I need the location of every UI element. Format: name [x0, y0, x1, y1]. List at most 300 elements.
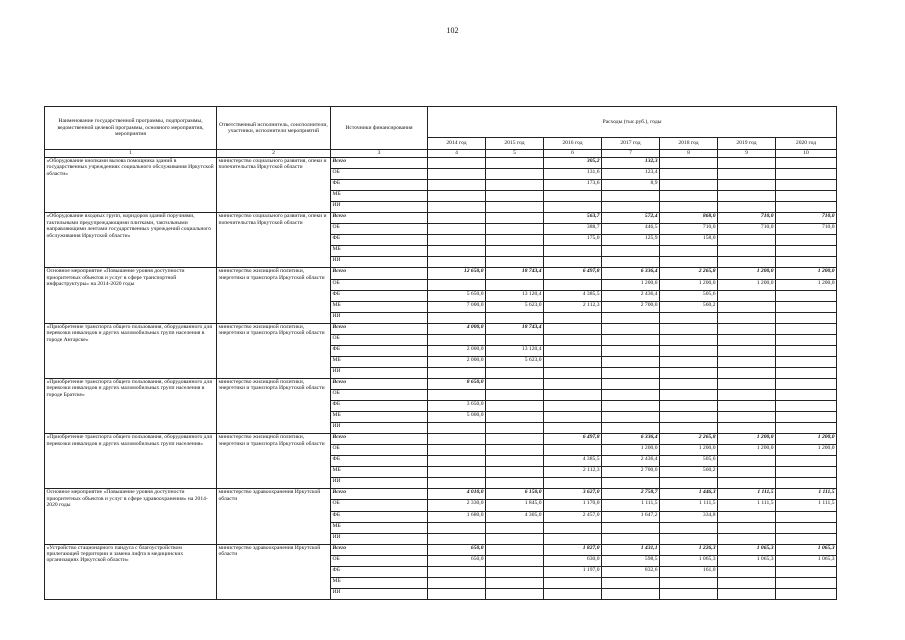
amount-cell — [486, 423, 544, 434]
amount-cell — [776, 191, 837, 202]
amount-cell — [718, 588, 776, 599]
funding-source: ИИ — [331, 478, 428, 489]
funding-source: ИИ — [331, 312, 428, 323]
amount-cell — [602, 412, 660, 423]
amount-cell — [718, 412, 776, 423]
amount-cell — [544, 389, 602, 400]
funding-source: МБ — [331, 577, 428, 588]
amount-cell: 305,2 — [544, 158, 602, 169]
amount-cell — [486, 445, 544, 456]
amount-cell — [544, 334, 602, 345]
funding-source: ОБ — [331, 224, 428, 235]
amount-cell: 1 170,0 — [544, 500, 602, 511]
amount-cell — [776, 378, 837, 389]
amount-cell — [486, 279, 544, 290]
funding-source: МБ — [331, 191, 428, 202]
amount-cell — [660, 323, 718, 334]
responsible-executor: министерство социального развития, опеки и попечительства Иркутской области — [217, 213, 331, 268]
amount-cell — [660, 401, 718, 412]
amount-cell — [776, 478, 837, 489]
funding-source: ФБ — [331, 456, 428, 467]
funding-source: Всего — [331, 213, 428, 224]
amount-cell — [718, 323, 776, 334]
amount-cell — [602, 257, 660, 268]
table-row — [45, 268, 837, 279]
funding-source: МБ — [331, 412, 428, 423]
measure-name: «Оборудование входных групп, коридоров зданий поручнями, тактильными предупреждающими плитками, тактильными направляющими лентами государственных учреждений социального обслуживания Иркутской области» — [45, 213, 217, 268]
amount-cell — [544, 356, 602, 367]
amount-cell — [428, 180, 486, 191]
amount-cell — [776, 290, 837, 301]
amount-cell — [776, 356, 837, 367]
funding-source: ОБ — [331, 334, 428, 345]
measure-name: Основное мероприятие «Повышение уровня доступности приоритетных объектов и услуг в сфере транспортной инфраструктуры» на 2014-2020 годы — [45, 268, 217, 323]
amount-cell: 2 265,8 — [660, 434, 718, 445]
amount-cell: 125,9 — [602, 235, 660, 246]
amount-cell: 868,0 — [660, 213, 718, 224]
column-index: 8 — [660, 150, 718, 158]
funding-source: ОБ — [331, 445, 428, 456]
amount-cell: 2 700,0 — [602, 301, 660, 312]
amount-cell: 1 200,0 — [602, 279, 660, 290]
table-row — [45, 158, 837, 169]
amount-cell — [486, 312, 544, 323]
amount-cell: 1 827,0 — [544, 544, 602, 555]
amount-cell — [776, 301, 837, 312]
amount-cell — [486, 577, 544, 588]
amount-cell: 6 497,8 — [544, 434, 602, 445]
amount-cell: 5 650,0 — [428, 290, 486, 301]
page-number: 102 — [446, 26, 459, 35]
responsible-executor: министерство здравоохранения Иркутской области — [217, 544, 331, 599]
amount-cell — [718, 511, 776, 522]
amount-cell — [776, 367, 837, 378]
amount-cell — [602, 345, 660, 356]
amount-cell — [428, 279, 486, 290]
amount-cell — [718, 566, 776, 577]
amount-cell — [660, 312, 718, 323]
amount-cell — [544, 191, 602, 202]
amount-cell — [544, 257, 602, 268]
amount-cell: 1 065,3 — [776, 555, 837, 566]
table-row — [45, 544, 837, 555]
amount-cell — [544, 533, 602, 544]
header-source: Источники финансирования — [331, 107, 428, 150]
amount-cell — [718, 345, 776, 356]
amount-cell — [660, 478, 718, 489]
amount-cell — [718, 257, 776, 268]
amount-cell — [660, 158, 718, 169]
responsible-executor: министерство жилищной политики, энергетики и транспорта Иркутской области — [217, 434, 331, 489]
amount-cell — [486, 412, 544, 423]
amount-cell — [602, 588, 660, 599]
amount-cell — [428, 588, 486, 599]
amount-cell — [776, 334, 837, 345]
amount-cell — [486, 224, 544, 235]
amount-cell: 2 000,0 — [428, 356, 486, 367]
funding-source: МБ — [331, 301, 428, 312]
amount-cell — [718, 378, 776, 389]
amount-cell — [486, 257, 544, 268]
header-year: 2019 год — [718, 138, 776, 150]
amount-cell — [602, 334, 660, 345]
amount-cell — [776, 202, 837, 213]
amount-cell: 1 200,0 — [718, 268, 776, 279]
amount-cell: 1 111,5 — [718, 500, 776, 511]
amount-cell — [660, 389, 718, 400]
amount-cell — [428, 467, 486, 478]
amount-cell — [660, 412, 718, 423]
header-expenses: Расходы (тыс.руб.), годы — [428, 107, 837, 138]
amount-cell: 3 627,0 — [544, 489, 602, 500]
amount-cell — [718, 180, 776, 191]
amount-cell: 158,0 — [660, 235, 718, 246]
amount-cell — [718, 478, 776, 489]
amount-cell — [776, 588, 837, 599]
amount-cell — [486, 588, 544, 599]
responsible-executor: министерство социального развития, опеки и попечительства Иркутской области — [217, 158, 331, 213]
measure-name: «Устройство стационарного пандуса с благоустройством прилегающей территории и замена лифта в медицинских организациях Иркутской области» — [45, 544, 217, 599]
header-responsible: Ответственный исполнитель, соисполнители, участники, исполнители мероприятий — [217, 107, 331, 150]
table-row — [45, 489, 837, 500]
amount-cell: 5 623,0 — [486, 356, 544, 367]
table-row — [45, 378, 837, 389]
amount-cell: 5 623,0 — [486, 301, 544, 312]
amount-cell — [428, 423, 486, 434]
amount-cell: 1 446,3 — [660, 489, 718, 500]
amount-cell: 1 200,0 — [660, 445, 718, 456]
responsible-executor: министерство жилищной политики, энергетики и транспорта Иркутской области — [217, 268, 331, 323]
amount-cell — [776, 323, 837, 334]
header-program: Наименование государственной программы, подпрограммы, ведомственной целевой программы, основного мероприятия, мероприятия — [45, 107, 217, 150]
amount-cell — [544, 423, 602, 434]
amount-cell: 2 330,0 — [428, 500, 486, 511]
amount-cell — [486, 169, 544, 180]
amount-cell: 1 111,5 — [776, 500, 837, 511]
funding-source: МБ — [331, 356, 428, 367]
amount-cell: 161,0 — [660, 566, 718, 577]
amount-cell: 505,6 — [660, 456, 718, 467]
amount-cell — [428, 213, 486, 224]
amount-cell: 710,0 — [776, 213, 837, 224]
amount-cell: 1 200,0 — [718, 434, 776, 445]
amount-cell — [776, 345, 837, 356]
amount-cell — [660, 588, 718, 599]
amount-cell — [718, 191, 776, 202]
amount-cell: 650,0 — [428, 544, 486, 555]
amount-cell — [602, 202, 660, 213]
header-year: 2017 год — [602, 138, 660, 150]
amount-cell: 1 065,3 — [718, 544, 776, 555]
amount-cell — [718, 533, 776, 544]
amount-cell — [718, 158, 776, 169]
amount-cell — [776, 158, 837, 169]
responsible-executor: министерство жилищной политики, энергетики и транспорта Иркутской области — [217, 378, 331, 433]
amount-cell — [486, 378, 544, 389]
table-row — [45, 434, 837, 445]
amount-cell — [486, 456, 544, 467]
amount-cell: 1 200,0 — [602, 445, 660, 456]
amount-cell — [660, 356, 718, 367]
amount-cell: 175,0 — [544, 235, 602, 246]
funding-source: ИИ — [331, 367, 428, 378]
amount-cell: 650,0 — [428, 555, 486, 566]
amount-cell — [602, 246, 660, 257]
column-index: 7 — [602, 150, 660, 158]
amount-cell — [486, 544, 544, 555]
amount-cell — [776, 566, 837, 577]
amount-cell: 710,0 — [776, 224, 837, 235]
amount-cell — [602, 367, 660, 378]
amount-cell — [486, 555, 544, 566]
amount-cell: 1 065,3 — [776, 544, 837, 555]
amount-cell: 1 200,0 — [776, 445, 837, 456]
table-row — [45, 213, 837, 224]
amount-cell — [544, 323, 602, 334]
amount-cell — [660, 246, 718, 257]
amount-cell: 1 200,0 — [776, 279, 837, 290]
amount-cell: 710,0 — [660, 224, 718, 235]
column-index: 9 — [718, 150, 776, 158]
amount-cell: 6 497,8 — [544, 268, 602, 279]
amount-cell — [776, 389, 837, 400]
amount-cell: 1 647,2 — [602, 511, 660, 522]
funding-source: Всего — [331, 158, 428, 169]
amount-cell: 6 150,0 — [486, 489, 544, 500]
amount-cell — [776, 257, 837, 268]
amount-cell — [602, 378, 660, 389]
amount-cell — [776, 511, 837, 522]
amount-cell: 2 112,3 — [544, 301, 602, 312]
amount-cell: 710,0 — [718, 224, 776, 235]
amount-cell — [544, 367, 602, 378]
funding-source: Всего — [331, 323, 428, 334]
amount-cell — [428, 434, 486, 445]
amount-cell — [428, 224, 486, 235]
amount-cell — [486, 334, 544, 345]
amount-cell — [602, 312, 660, 323]
column-index: 4 — [428, 150, 486, 158]
amount-cell — [544, 478, 602, 489]
responsible-executor: министерство жилищной политики, энергетики и транспорта Иркутской области — [217, 323, 331, 378]
funding-source: ОБ — [331, 389, 428, 400]
amount-cell — [660, 180, 718, 191]
amount-cell: 560,2 — [660, 301, 718, 312]
funding-source: ФБ — [331, 235, 428, 246]
amount-cell: 2 436,4 — [602, 290, 660, 301]
column-index: 10 — [776, 150, 837, 158]
amount-cell — [660, 191, 718, 202]
amount-cell: 2 112,3 — [544, 467, 602, 478]
amount-cell — [544, 202, 602, 213]
amount-cell — [660, 345, 718, 356]
amount-cell — [660, 367, 718, 378]
funding-source: МБ — [331, 522, 428, 533]
amount-cell: 388,7 — [544, 224, 602, 235]
amount-cell: 18 743,4 — [486, 323, 544, 334]
amount-cell — [776, 312, 837, 323]
amount-cell: 7 000,0 — [428, 301, 486, 312]
header-year: 2016 год — [544, 138, 602, 150]
amount-cell — [602, 423, 660, 434]
funding-source: Всего — [331, 489, 428, 500]
amount-cell — [776, 533, 837, 544]
amount-cell — [718, 401, 776, 412]
amount-cell: 1 065,3 — [718, 555, 776, 566]
amount-cell — [660, 522, 718, 533]
funding-source: ИИ — [331, 257, 428, 268]
amount-cell — [428, 367, 486, 378]
amount-cell: 123,4 — [602, 169, 660, 180]
amount-cell — [544, 445, 602, 456]
amount-cell: 1 065,3 — [660, 555, 718, 566]
amount-cell — [776, 180, 837, 191]
amount-cell: 13 120,4 — [486, 290, 544, 301]
measure-name: «Приобретение транспорта общего пользования, оборудованного для перевозки инвалидов и других маломобильных групп населения в городе Ангарске» — [45, 323, 217, 378]
amount-cell: 2 000,0 — [428, 345, 486, 356]
amount-cell — [544, 279, 602, 290]
amount-cell — [718, 334, 776, 345]
amount-cell — [660, 169, 718, 180]
amount-cell — [660, 378, 718, 389]
amount-cell — [428, 456, 486, 467]
amount-cell — [776, 467, 837, 478]
amount-cell — [428, 334, 486, 345]
amount-cell — [602, 389, 660, 400]
amount-cell — [486, 213, 544, 224]
amount-cell: 1 431,1 — [602, 544, 660, 555]
table-row — [45, 323, 837, 334]
amount-cell: 1 111,5 — [660, 500, 718, 511]
amount-cell — [544, 345, 602, 356]
amount-cell — [718, 235, 776, 246]
funding-source: ОБ — [331, 169, 428, 180]
amount-cell: 1 200,0 — [718, 279, 776, 290]
amount-cell — [602, 478, 660, 489]
amount-cell — [428, 533, 486, 544]
amount-cell — [428, 191, 486, 202]
measure-name: «Оборудование кнопками вызова помощника зданий в государственных учреждениях социального обслуживания Иркутской области» — [45, 158, 217, 213]
amount-cell — [486, 246, 544, 257]
amount-cell — [428, 445, 486, 456]
amount-cell: 12 650,0 — [428, 268, 486, 279]
funding-source: ОБ — [331, 500, 428, 511]
amount-cell — [428, 577, 486, 588]
amount-cell — [486, 467, 544, 478]
amount-cell — [718, 456, 776, 467]
funding-source: ОБ — [331, 279, 428, 290]
funding-source: ФБ — [331, 180, 428, 191]
funding-source: Всего — [331, 434, 428, 445]
amount-cell — [428, 246, 486, 257]
amount-cell — [428, 202, 486, 213]
amount-cell: 132,3 — [602, 158, 660, 169]
amount-cell — [602, 577, 660, 588]
amount-cell — [428, 522, 486, 533]
amount-cell — [602, 323, 660, 334]
amount-cell: 505,6 — [660, 290, 718, 301]
amount-cell: 572,4 — [602, 213, 660, 224]
measure-name: «Приобретение транспорта общего пользования, оборудованного для перевозки инвалидов и других маломобильных групп населения в городе Братске» — [45, 378, 217, 433]
amount-cell: 18 743,4 — [486, 268, 544, 279]
amount-cell — [660, 202, 718, 213]
amount-cell: 13 120,4 — [486, 345, 544, 356]
amount-cell — [544, 378, 602, 389]
amount-cell — [486, 158, 544, 169]
amount-cell — [486, 522, 544, 533]
amount-cell: 1 226,3 — [660, 544, 718, 555]
amount-cell: 832,6 — [602, 566, 660, 577]
amount-cell — [776, 423, 837, 434]
amount-cell — [544, 577, 602, 588]
amount-cell: 1 680,0 — [428, 511, 486, 522]
amount-cell — [486, 191, 544, 202]
responsible-executor: министерство здравоохранения Иркутской области — [217, 489, 331, 544]
amount-cell — [718, 367, 776, 378]
amount-cell — [718, 290, 776, 301]
amount-cell: 560,2 — [660, 467, 718, 478]
amount-cell: 5 000,0 — [428, 412, 486, 423]
amount-cell — [718, 467, 776, 478]
amount-cell: 1 111,5 — [602, 500, 660, 511]
funding-source: Всего — [331, 268, 428, 279]
amount-cell — [718, 169, 776, 180]
funding-source: ИИ — [331, 202, 428, 213]
amount-cell — [486, 478, 544, 489]
amount-cell — [486, 389, 544, 400]
amount-cell — [660, 577, 718, 588]
measure-name: «Приобретение транспорта общего пользования, оборудованного для перевозки инвалидов и других маломобильных групп населения» — [45, 434, 217, 489]
amount-cell: 1 845,0 — [486, 500, 544, 511]
amount-cell: 8,9 — [602, 180, 660, 191]
amount-cell — [660, 257, 718, 268]
amount-cell: 173,6 — [544, 180, 602, 191]
funding-source: ФБ — [331, 511, 428, 522]
amount-cell — [718, 577, 776, 588]
amount-cell — [776, 522, 837, 533]
amount-cell — [718, 312, 776, 323]
amount-cell: 598,5 — [602, 555, 660, 566]
amount-cell — [718, 423, 776, 434]
amount-cell — [486, 434, 544, 445]
amount-cell — [776, 412, 837, 423]
amount-cell — [428, 312, 486, 323]
amount-cell — [718, 246, 776, 257]
amount-cell: 2 758,7 — [602, 489, 660, 500]
funding-source: ФБ — [331, 401, 428, 412]
amount-cell — [718, 202, 776, 213]
amount-cell: 563,7 — [544, 213, 602, 224]
amount-cell — [486, 180, 544, 191]
amount-cell — [544, 401, 602, 412]
amount-cell — [660, 533, 718, 544]
amount-cell: 710,0 — [718, 213, 776, 224]
amount-cell — [428, 478, 486, 489]
financing-table — [44, 106, 837, 600]
amount-cell — [428, 235, 486, 246]
funding-source: ИИ — [331, 588, 428, 599]
amount-cell: 446,5 — [602, 224, 660, 235]
amount-cell: 4 000,0 — [428, 323, 486, 334]
amount-cell: 630,0 — [544, 555, 602, 566]
amount-cell: 6 336,4 — [602, 434, 660, 445]
amount-cell — [776, 246, 837, 257]
header-year: 2014 год — [428, 138, 486, 150]
amount-cell — [486, 202, 544, 213]
amount-cell: 1 111,5 — [776, 489, 837, 500]
funding-source: ОБ — [331, 555, 428, 566]
amount-cell — [602, 533, 660, 544]
